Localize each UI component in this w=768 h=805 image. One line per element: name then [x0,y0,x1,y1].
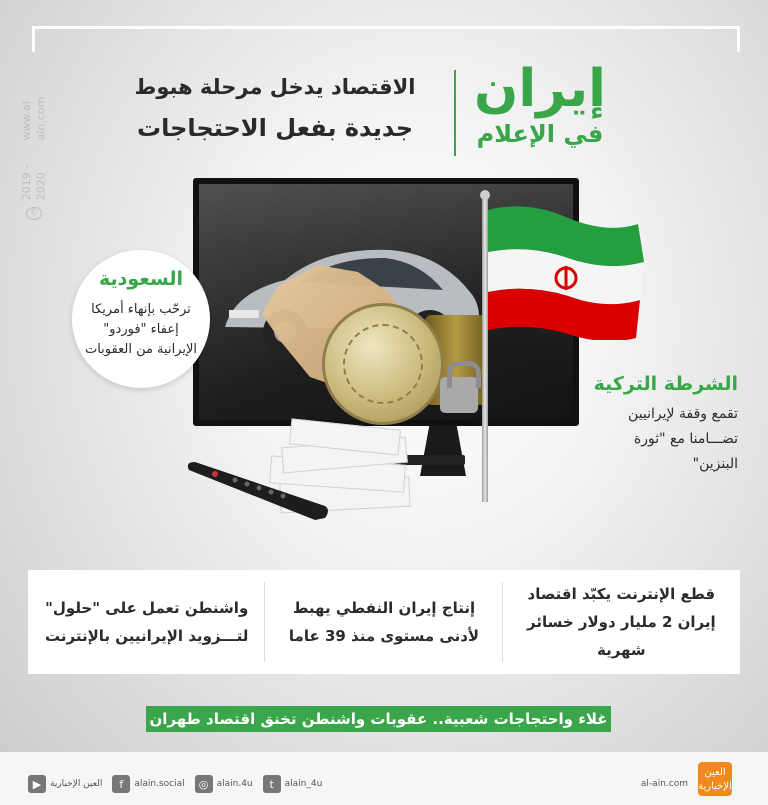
saudi-title: السعودية [98,268,184,290]
watermark-years: 2019 - 2020 [19,165,47,201]
turkey-body: تقمع وقفة لإيرانيين تضـــامنا مع "ثورة البنزين" [628,406,738,472]
saudi-card [72,250,210,388]
summary-banner: غلاء واحتجاجات شعبية.. عقوبات واشنطن تخنق اقتصاد طهران [146,706,611,732]
social-instagram-label: alain.4u [216,779,253,789]
brand-block [465,59,615,154]
news-item-oil: إنتاج إيران النفطي يهبط لأدنى مستوى منذ 39 عاما [265,570,502,674]
remote-control-illustration [185,460,330,522]
padlock-icon [440,377,478,413]
social-instagram[interactable] [195,775,253,793]
social-links [28,773,322,795]
news-item-internet: قطع الإنترنت يكبّد اقتصاد إيران 2 مليار دولار خسائر شهرية [526,585,716,659]
instagram-icon: ◎ [195,775,213,793]
brand-title: إيران [474,59,606,119]
social-twitter-label: alain_4u [284,779,323,789]
headline [110,72,440,148]
flag-pole-top [480,190,490,200]
brand-subtitle: في الإعلام [476,120,604,148]
social-youtube-label: العين الإخبارية [50,779,103,789]
headline-line-1: الاقتصاد يدخل مرحلة هبوط [134,75,416,99]
coin-illustration [322,303,444,425]
frame-left-line [32,26,35,52]
twitter-icon: t [263,775,281,793]
brand-divider [454,70,456,156]
iran-flag-illustration [488,200,644,340]
copyright-icon: © [26,207,42,220]
saudi-body: ترحّب بإنهاء أمريكا إعفاء "فوردو" الإيرانية من العقوبات [84,302,198,357]
alain-logo[interactable]: العين الإخبارية [698,762,732,796]
news-strip [28,570,740,674]
social-facebook[interactable] [112,775,184,793]
frame-right-line [737,26,740,52]
facebook-icon: f [112,775,130,793]
news-item-washington: واشنطن تعمل على "حلول" لتـــزويد الإيرانيين بالإنترنت [28,570,265,674]
youtube-icon: ▶ [28,775,46,793]
turkey-title: الشرطة التركية [593,373,738,395]
social-facebook-label: alain.social [134,779,185,789]
turkey-block [588,372,738,477]
headline-line-2: جديدة بفعل الاحتجاجات [136,114,414,142]
watermark [14,70,54,220]
frame-top-line [32,26,740,29]
tv-stand [420,426,466,476]
watermark-site: www.al-ain.com [19,96,47,141]
social-youtube[interactable] [28,775,102,793]
social-twitter[interactable] [263,775,323,793]
footer-site-link[interactable]: al-ain.com [640,779,688,789]
